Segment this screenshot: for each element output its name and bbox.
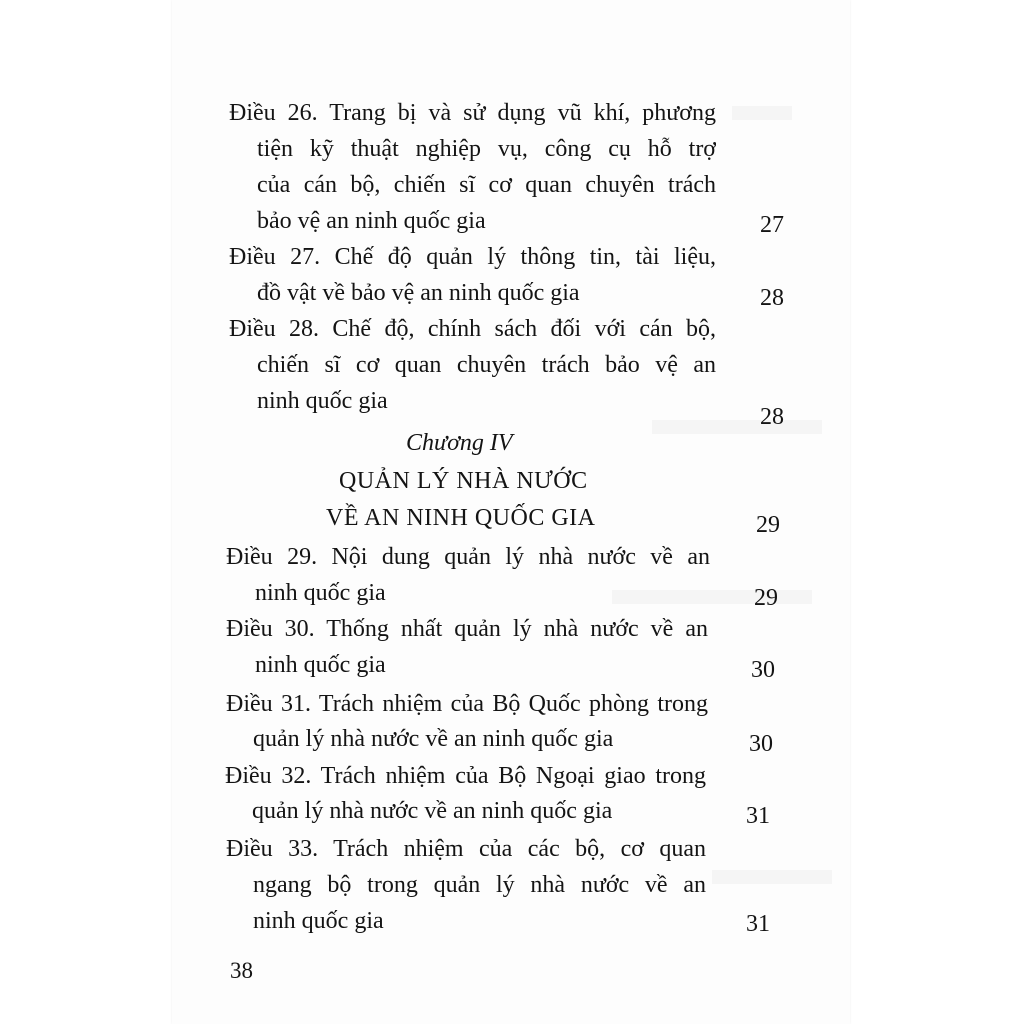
toc-entry-29-line-2: ninh quốc gia <box>255 580 386 606</box>
chapter-label: Chương IV <box>406 430 513 456</box>
toc-entry-29-page: 29 <box>754 585 778 611</box>
toc-entry-31-page: 30 <box>749 731 773 757</box>
toc-entry-33-line-2: ngang bộ trong quản lý nhà nước về an <box>253 872 706 898</box>
toc-entry-31-line-1: Điều 31. Trách nhiệm của Bộ Quốc phòng trong <box>226 691 708 717</box>
toc-entry-32-line-1: Điều 32. Trách nhiệm của Bộ Ngoại giao trong <box>225 763 706 789</box>
toc-entry-30-page: 30 <box>751 657 775 683</box>
toc-entry-26-line-1: Điều 26. Trang bị và sử dụng vũ khí, phương <box>229 100 716 126</box>
toc-entry-33-line-1: Điều 33. Trách nhiệm của các bộ, cơ quan <box>226 836 706 862</box>
toc-entry-33-line-3: ninh quốc gia <box>253 908 384 934</box>
toc-entry-32-page: 31 <box>746 803 770 829</box>
toc-entry-27-line-1: Điều 27. Chế độ quản lý thông tin, tài liệu, <box>229 244 716 270</box>
toc-entry-26-page: 27 <box>760 212 784 238</box>
toc-entry-27-page: 28 <box>760 285 784 311</box>
toc-entry-27-line-2: đồ vật về bảo vệ an ninh quốc gia <box>257 280 580 306</box>
toc-entry-28-line-1: Điều 28. Chế độ, chính sách đối với cán bộ, <box>229 316 716 342</box>
toc-entry-26-line-4: bảo vệ an ninh quốc gia <box>257 208 486 234</box>
chapter-title-line-1: QUẢN LÝ NHÀ NƯỚC <box>339 468 588 494</box>
toc-entry-29-line-1: Điều 29. Nội dung quản lý nhà nước về an <box>226 544 710 570</box>
chapter-page: 29 <box>756 512 780 538</box>
toc-entry-26-line-2: tiện kỹ thuật nghiệp vụ, công cụ hỗ trợ <box>257 136 716 162</box>
toc-entry-28-line-3: ninh quốc gia <box>257 388 388 414</box>
toc-entry-31-line-2: quản lý nhà nước về an ninh quốc gia <box>253 726 614 752</box>
chapter-title-line-2: VỀ AN NINH QUỐC GIA <box>326 505 596 531</box>
toc-entry-28-page: 28 <box>760 404 784 430</box>
toc-entry-30-line-2: ninh quốc gia <box>255 652 386 678</box>
toc-entry-28-line-2: chiến sĩ cơ quan chuyên trách bảo vệ an <box>257 352 716 378</box>
toc-entry-32-line-2: quản lý nhà nước về an ninh quốc gia <box>252 798 613 824</box>
toc-entry-26-line-3: của cán bộ, chiến sĩ cơ quan chuyên trách <box>257 172 716 198</box>
toc-entry-33-page: 31 <box>746 911 770 937</box>
page-number: 38 <box>230 958 253 983</box>
toc-entry-30-line-1: Điều 30. Thống nhất quản lý nhà nước về an <box>226 616 708 642</box>
